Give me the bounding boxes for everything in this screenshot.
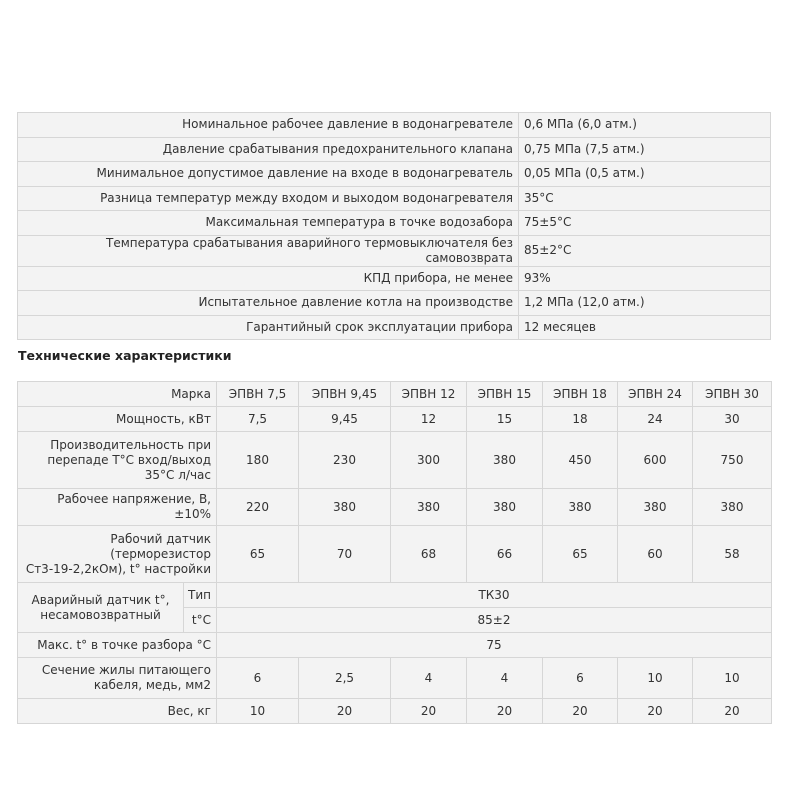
model-header: ЭПВН 7,5 [217,382,299,407]
cell-merged: 85±2 [217,608,772,633]
table-row-emergency-type [18,583,772,608]
cell: 65 [543,526,618,583]
cell: 20 [618,699,693,724]
property-value: 0,6 МПа (6,0 атм.) [519,113,771,138]
property-value: 0,05 МПа (0,5 атм.) [519,162,771,187]
property-value: 35°C [519,186,771,211]
table-row [18,113,771,138]
cell: 300 [391,432,467,489]
cell: 18 [543,407,618,432]
property-value: 93% [519,266,771,291]
table-row [18,162,771,187]
table-row-weight [18,699,772,724]
cell: 60 [618,526,693,583]
property-value: 1,2 МПа (12,0 атм.) [519,291,771,316]
cell: 7,5 [217,407,299,432]
property-value: 12 месяцев [519,315,771,340]
cell: 380 [693,489,772,526]
properties-table [17,112,771,340]
table-row [18,266,771,291]
cell: 2,5 [299,658,391,699]
cell: 20 [543,699,618,724]
cell: 30 [693,407,772,432]
cell: 6 [543,658,618,699]
property-label: КПД прибора, не менее [18,266,519,291]
property-label: Максимальная температура в точке водозабора [18,211,519,236]
model-header: ЭПВН 9,45 [299,382,391,407]
cell: 750 [693,432,772,489]
property-label: Гарантийный срок эксплуатации прибора [18,315,519,340]
cell: 380 [467,489,543,526]
property-value: 0,75 МПа (7,5 атм.) [519,137,771,162]
cell: 380 [391,489,467,526]
cell: 600 [618,432,693,489]
row-label: Рабочий датчик (терморезистор Ст3-19-2,2кОм), t° настройки [18,526,217,583]
table-row [18,186,771,211]
specs-table [17,381,772,724]
header-label: Марка [18,382,217,407]
cell: 4 [391,658,467,699]
sub-label: t°C [184,608,217,633]
cell-merged: 75 [217,633,772,658]
model-header: ЭПВН 24 [618,382,693,407]
cell: 450 [543,432,618,489]
cell: 65 [217,526,299,583]
cell: 58 [693,526,772,583]
row-label: Рабочее напряжение, В, ±10% [18,489,217,526]
cell: 380 [618,489,693,526]
cell: 68 [391,526,467,583]
cell-merged: ТК30 [217,583,772,608]
cell: 10 [693,658,772,699]
cell: 70 [299,526,391,583]
property-value: 85±2°C [519,235,771,266]
cell: 20 [299,699,391,724]
row-label: Аварийный датчик t°, несамовозвратный [18,583,184,633]
model-header: ЭПВН 12 [391,382,467,407]
cell: 20 [467,699,543,724]
row-label: Производительность при перепаде Т°С вход/выход 35°С л/час [18,432,217,489]
table-row-cable [18,658,772,699]
row-label: Макс. t° в точке разбора °C [18,633,217,658]
property-label: Температура срабатывания аварийного термовыключателя без самовозврата [18,235,519,266]
table-row [18,315,771,340]
row-label: Мощность, кВт [18,407,217,432]
property-label: Минимальное допустимое давление на входе в водонагреватель [18,162,519,187]
row-label: Сечение жилы питающего кабеля, медь, мм2 [18,658,217,699]
table-row-throughput [18,432,772,489]
property-label: Испытательное давление котла на производстве [18,291,519,316]
cell: 10 [618,658,693,699]
table-row-voltage [18,489,772,526]
table-row-max-temp [18,633,772,658]
table-row [18,291,771,316]
property-label: Давление срабатывания предохранительного клапана [18,137,519,162]
table-row [18,211,771,236]
cell: 380 [543,489,618,526]
model-header: ЭПВН 18 [543,382,618,407]
cell: 380 [467,432,543,489]
table-row [18,137,771,162]
cell: 12 [391,407,467,432]
cell: 20 [693,699,772,724]
model-header: ЭПВН 30 [693,382,772,407]
table-row-sensor [18,526,772,583]
property-label: Номинальное рабочее давление в водонагревателе [18,113,519,138]
table-row [18,235,771,266]
cell: 66 [467,526,543,583]
cell: 6 [217,658,299,699]
property-label: Разница температур между входом и выходом водонагревателя [18,186,519,211]
table-row-power [18,407,772,432]
cell: 220 [217,489,299,526]
cell: 24 [618,407,693,432]
row-label: Вес, кг [18,699,217,724]
property-value: 75±5°C [519,211,771,236]
cell: 10 [217,699,299,724]
sub-label: Тип [184,583,217,608]
cell: 380 [299,489,391,526]
cell: 4 [467,658,543,699]
model-header: ЭПВН 15 [467,382,543,407]
cell: 20 [391,699,467,724]
cell: 9,45 [299,407,391,432]
cell: 230 [299,432,391,489]
section-heading: Технические характеристики [18,348,232,363]
cell: 15 [467,407,543,432]
cell: 180 [217,432,299,489]
header-row [18,382,772,407]
